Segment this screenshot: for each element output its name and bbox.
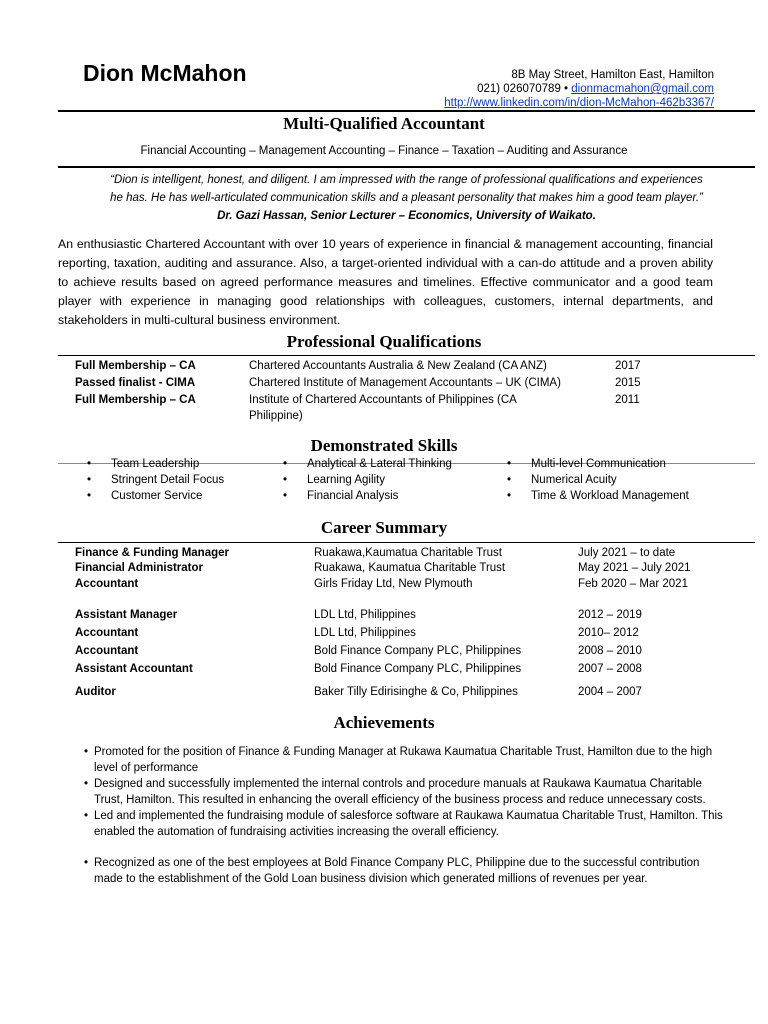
- career-org: Baker Tilly Edirisinghe & Co, Philippines: [314, 686, 518, 698]
- candidate-name: Dion McMahon: [83, 60, 247, 86]
- career-org: Girls Friday Ltd, New Plymouth: [314, 578, 473, 590]
- bullet-icon: •: [87, 474, 92, 486]
- career-dates: 2010– 2012: [578, 627, 639, 639]
- section-heading-skills: Demonstrated Skills: [310, 436, 458, 455]
- achievement-item: • Led and implemented the fundraising module of salesforce software at Raukawa Kaumatua Charitable Trust, Hamilton. This enabled the automation of fundraising activities increasing the overall efficiency.: [84, 810, 723, 838]
- bullet-icon: •: [84, 778, 89, 790]
- achievement-item: • Recognized as one of the best employees at Bold Finance Company PLC, Philippine due to the successful contribution made to the establishment of the Gold Loan business division which generated millions of revenues per year.: [84, 857, 700, 885]
- bullet-icon: •: [87, 490, 92, 502]
- title-divider: [58, 166, 755, 168]
- career-dates: 2007 – 2008: [578, 663, 642, 675]
- page-title: Multi-Qualified Accountant: [283, 114, 485, 133]
- qualification-year: 2015: [615, 377, 641, 389]
- phone-email-line: [294, 82, 714, 96]
- section-divider: [58, 542, 755, 543]
- career-role: Assistant Accountant: [75, 663, 193, 675]
- career-role: Financial Administrator: [75, 562, 204, 574]
- career-role: Accountant: [75, 578, 139, 590]
- email-link[interactable]: dionmacmahon@gmail.com: [571, 83, 714, 95]
- qualification-title: Full Membership – CA: [75, 394, 196, 406]
- achievement-item: • Promoted for the position of Finance & Funding Manager at Rukawa Kaumatua Charitable Trust, Hamilton due to the high level of performance: [84, 746, 713, 774]
- specialties-line: Financial Accounting – Management Accounting – Finance – Taxation – Auditing and Assurance: [140, 145, 628, 157]
- career-role: Finance & Funding Manager: [75, 547, 229, 559]
- section-divider: [58, 355, 755, 356]
- qualification-year: 2017: [615, 360, 641, 372]
- bullet-icon: •: [87, 458, 92, 470]
- career-role: Auditor: [75, 686, 116, 698]
- qualification-body: Chartered Institute of Management Accountants – UK (CIMA): [249, 377, 561, 389]
- bullet-icon: •: [283, 474, 288, 486]
- bullet-icon: •: [507, 474, 512, 486]
- bullet-icon: •: [507, 490, 512, 502]
- career-role: Accountant: [75, 645, 139, 657]
- bullet-icon: •: [283, 490, 288, 502]
- bullet-icon: •: [84, 857, 89, 869]
- career-org: LDL Ltd, Philippines: [314, 609, 416, 621]
- qualification-title: Passed finalist - CIMA: [75, 377, 196, 389]
- address: 8B May Street, Hamilton East, Hamilton: [511, 69, 714, 81]
- bullet-icon: •: [507, 458, 512, 470]
- linkedin-link[interactable]: http://www.linkedin.com/in/dion-McMahon-462b3367/: [444, 97, 714, 109]
- phone: 021) 026070789 •: [477, 83, 569, 95]
- qualification-body: Chartered Accountants Australia & New Zealand (CA ANZ): [249, 360, 547, 372]
- testimonial-quote: [58, 171, 755, 225]
- quote-line: “Dion is intelligent, honest, and diligent. I am impressed with the range of professional qualifications and experiences: [110, 174, 703, 186]
- section-heading-career: Career Summary: [320, 518, 448, 537]
- bullet-icon: •: [283, 458, 288, 470]
- career-dates: May 2021 – July 2021: [578, 562, 691, 574]
- career-dates: 2012 – 2019: [578, 609, 642, 621]
- career-org: Bold Finance Company PLC, Philippines: [314, 645, 522, 657]
- header-divider: [58, 110, 755, 112]
- section-heading-achievements: Achievements: [333, 713, 435, 732]
- career-dates: 2004 – 2007: [578, 686, 642, 698]
- quote-line: he has. He has well-articulated communication skills and a pleasant personality that makes him a good team player.”: [110, 192, 703, 204]
- career-role: Accountant: [75, 627, 139, 639]
- qualification-title: Full Membership – CA: [75, 360, 196, 372]
- career-dates: Feb 2020 – Mar 2021: [578, 578, 688, 590]
- achievements-list: [84, 744, 724, 887]
- section-heading-qualifications: Professional Qualifications: [286, 332, 482, 351]
- career-org: Bold Finance Company PLC, Philippines: [314, 663, 522, 675]
- career-org: Ruakawa, Kaumatua Charitable Trust: [314, 562, 506, 574]
- contact-block: [294, 68, 714, 110]
- achievement-item: • Designed and successfully implemented the internal controls and procedure manuals at Raukawa Kaumatua Charitable Trust, Hamilton. This resulted in enhancing the overall efficiency of the business process and reduce unnecessary costs.: [84, 778, 706, 806]
- career-dates: July 2021 – to date: [578, 547, 676, 559]
- career-dates: 2008 – 2010: [578, 645, 642, 657]
- bullet-icon: •: [84, 810, 89, 822]
- qualification-body: Institute of Chartered Accountants of Philippines (CA: [249, 394, 517, 406]
- career-org: Ruakawa,Kaumatua Charitable Trust: [314, 547, 502, 559]
- qualification-year: 2011: [615, 394, 640, 406]
- career-org: LDL Ltd, Philippines: [314, 627, 416, 639]
- bullet-icon: •: [84, 746, 89, 758]
- profile-summary: An enthusiastic Chartered Accountant with over 10 years of experience in financial & management accounting, financial reporting, taxation, auditing and assurance. Also, a target-oriented individual with a can-do attitude and a proven ability to achieve results based on agreed performance measures and timelines. Effective communicator and a good team player with experience in managing good relationships with colleagues, customers, internal departments, and stakeholders in multi-cultural business environment.: [58, 237, 713, 327]
- quote-author: Dr. Gazi Hassan, Senior Lecturer – Economics, University of Waikato.: [217, 210, 596, 222]
- career-role: Assistant Manager: [75, 609, 178, 621]
- qualification-body-cont: Philippine): [249, 410, 303, 422]
